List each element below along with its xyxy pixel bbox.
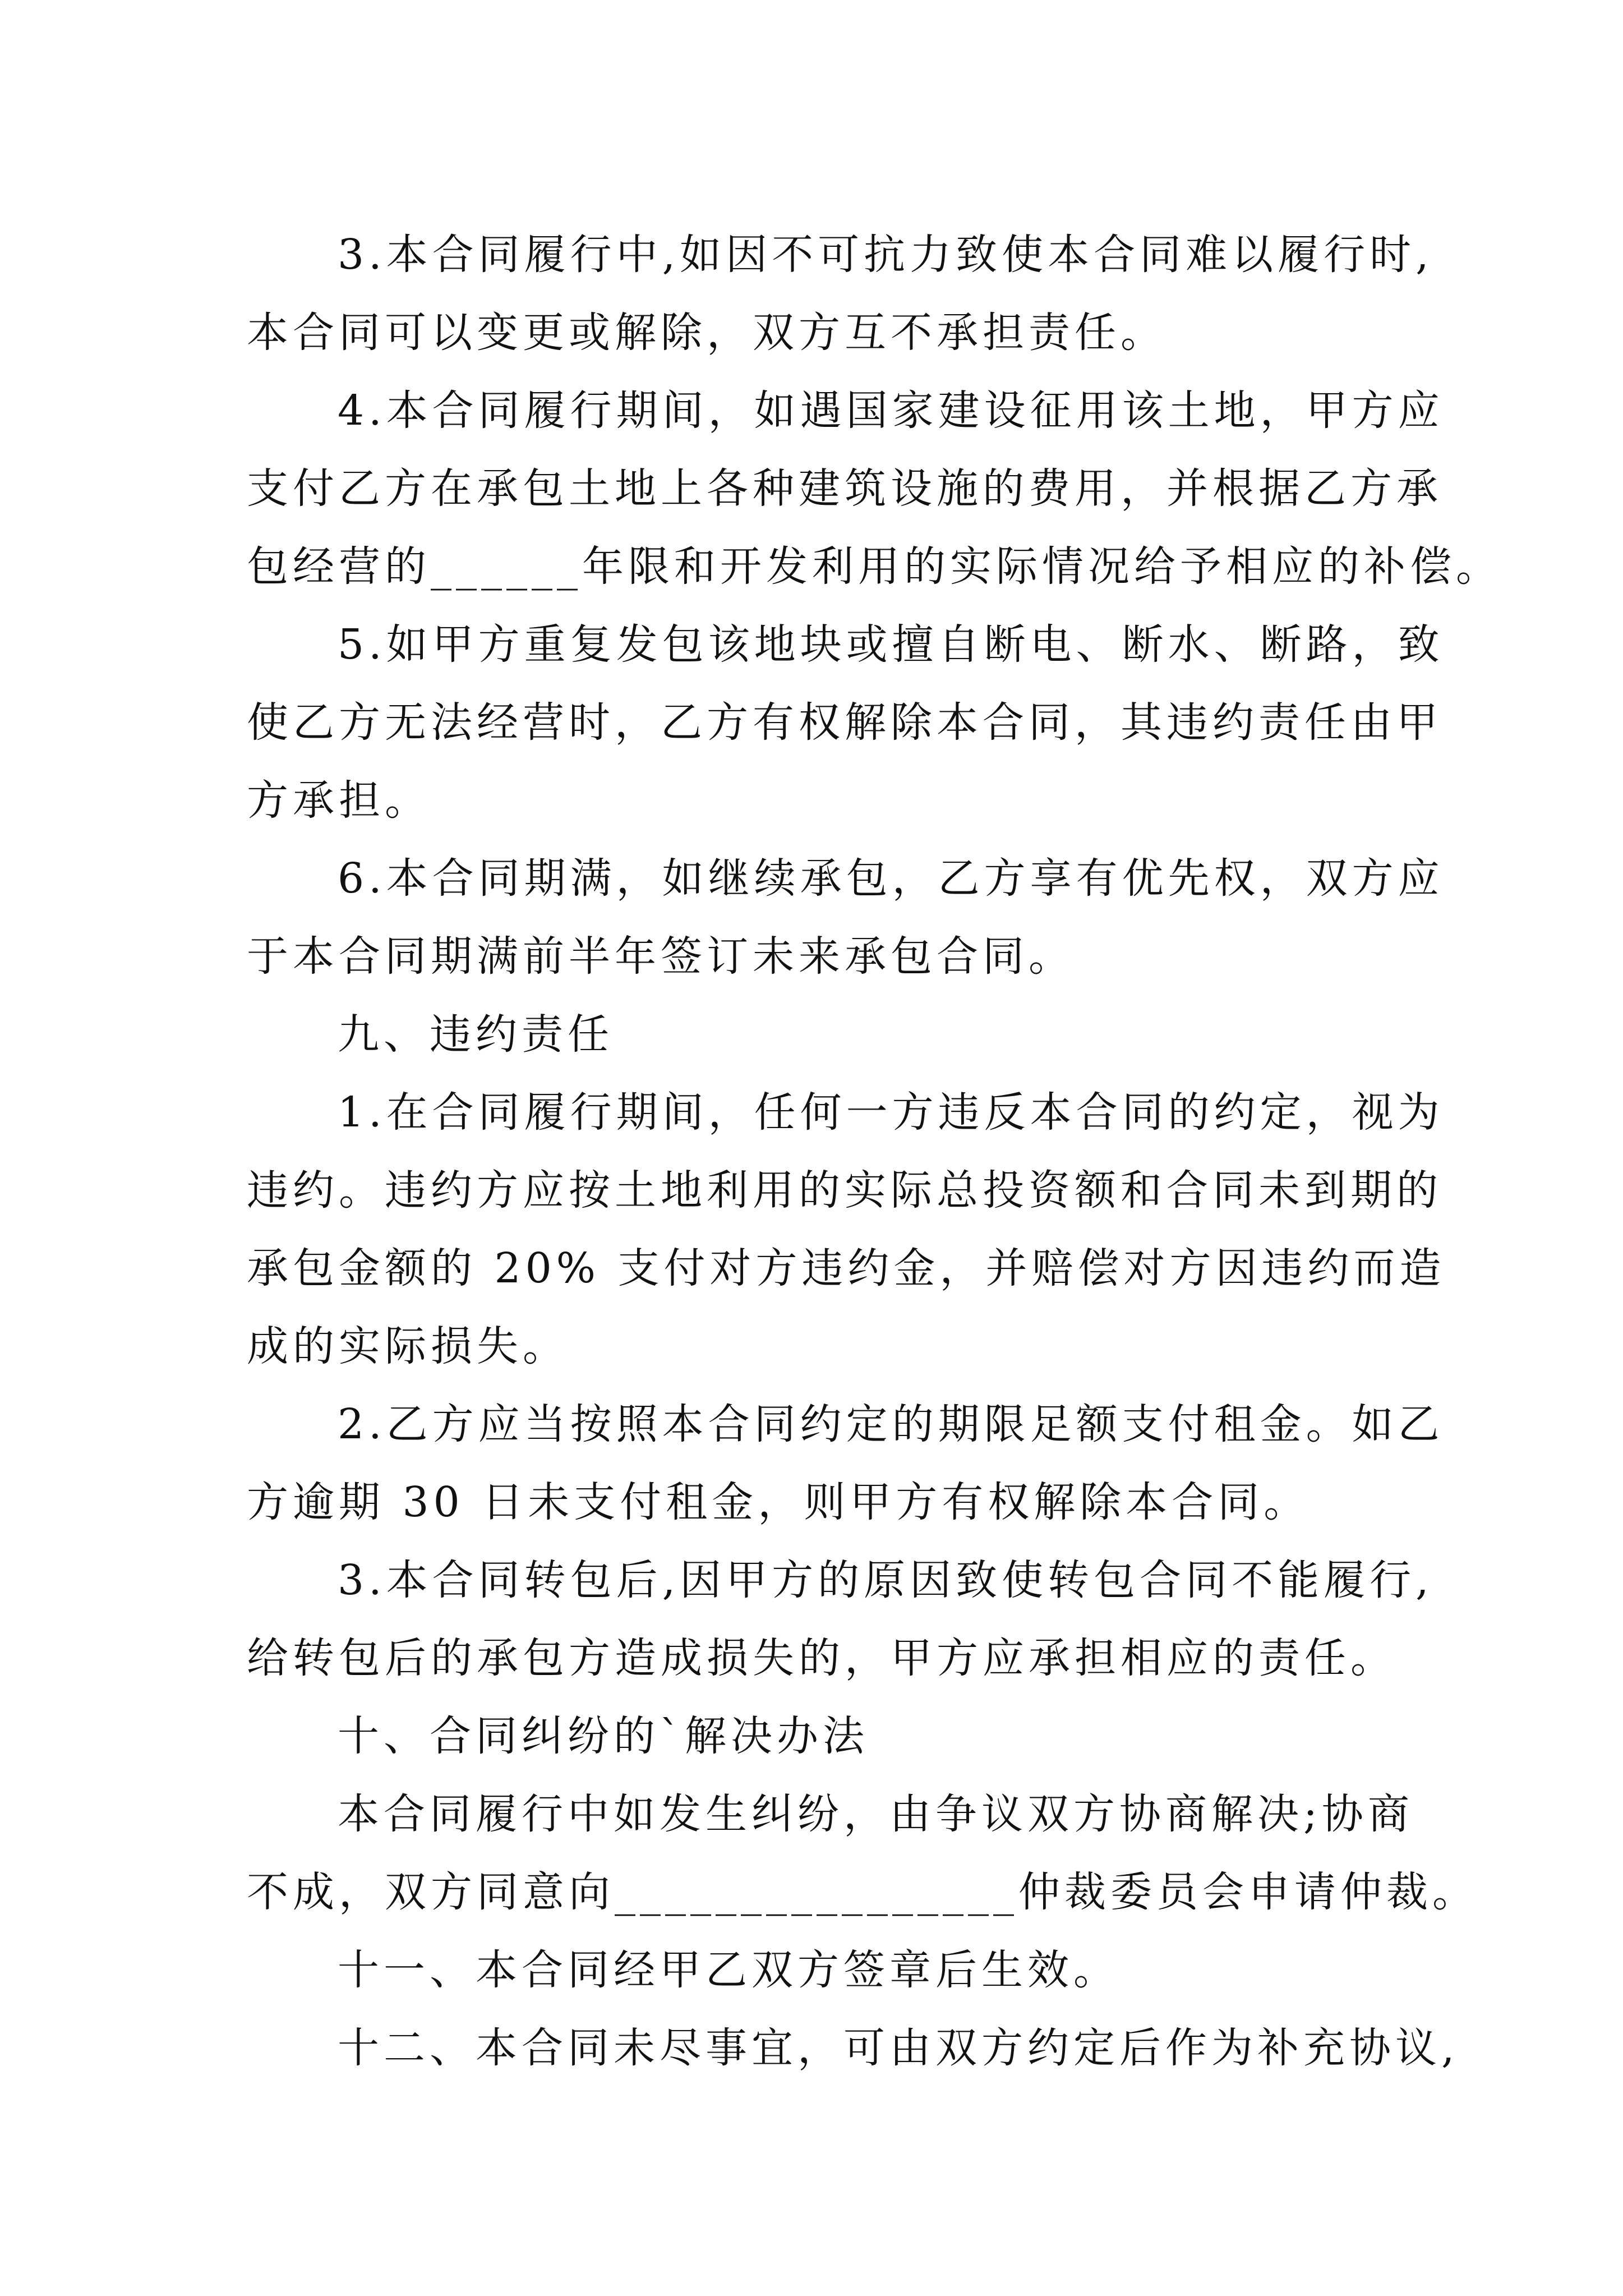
paragraph-line: 本合同履行中如发生纠纷，由争议双方协商解决;协商 [338,1790,1414,1838]
section-heading: 九、违约责任 [338,1010,614,1059]
paragraph-line: 于本合同期满前半年签订未来承包合同。 [247,932,1075,981]
paragraph-line: 承包金额的 20% 支付对方违约金，并赔偿对方因违约而造 [247,1244,1446,1292]
paragraph-line: 3.本合同履行中,如因不可抗力致使本合同难以履行时, [338,231,1433,279]
section-heading: 十一、本合同经甲乙双方签章后生效。 [338,1946,1119,1994]
paragraph-line: 方承担。 [247,776,431,825]
paragraph-line: 给转包后的承包方造成损失的，甲方应承担相应的责任。 [247,1634,1396,1682]
paragraph-line: 使乙方无法经营时，乙方有权解除本合同，其违约责任由甲 [247,698,1442,747]
paragraph-line: 4.本合同履行期间，如遇国家建设征用该土地，甲方应 [338,386,1444,435]
paragraph-line: 2.乙方应当按照本合同约定的期限足额支付租金。如乙 [338,1400,1444,1448]
paragraph-line: 1.在合同履行期间，任何一方违反本合同的约定，视为 [338,1088,1444,1137]
paragraph-line: 3.本合同转包后,因甲方的原因致使转包合同不能履行, [338,1556,1433,1604]
paragraph-line: 本合同可以变更或解除，双方互不承担责任。 [247,309,1166,357]
paragraph-line: 成的实际损失。 [247,1322,569,1370]
paragraph-line: 6.本合同期满，如继续承包，乙方享有优先权，双方应 [338,854,1444,903]
paragraph-line: 违约。违约方应按土地利用的实际总投资额和合同未到期的 [247,1166,1442,1214]
section-heading: 十二、本合同未尽事宜，可由双方约定后作为补充协议, [338,2024,1459,2072]
paragraph-line: 方逾期 30 日未支付租金，则甲方有权解除本合同。 [247,1478,1310,1526]
paragraph-line: 5.如甲方重复发包该地块或擅自断电、断水、断路，致 [338,620,1444,669]
paragraph-line: 支付乙方在承包土地上各种建筑设施的费用，并根据乙方承 [247,464,1442,513]
paragraph-line: 包经营的______年限和开发利用的实际情况给予相应的补偿。 [247,542,1502,591]
paragraph-line: 不成，双方同意向________________仲裁委员会申请仲裁。 [247,1868,1478,1916]
document-body [247,216,1502,2087]
section-heading: 十、合同纠纷的`解决办法 [338,1712,869,1760]
